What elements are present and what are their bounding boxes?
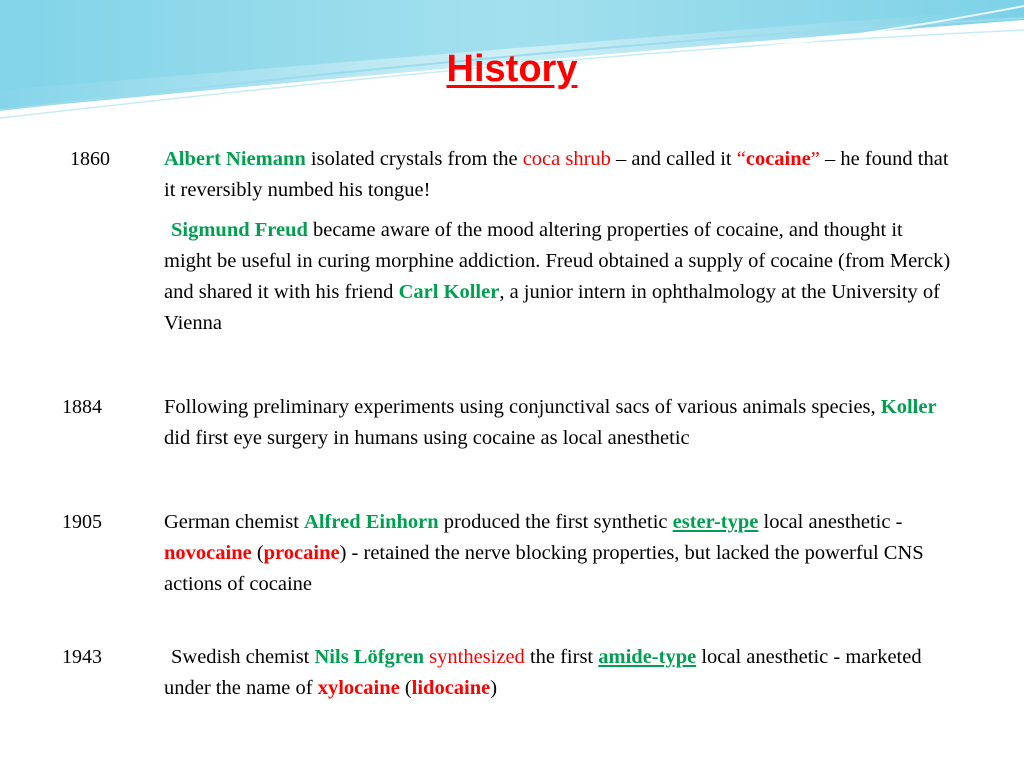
highlight-term: novocaine (164, 542, 252, 564)
year-1943: 1943 (62, 646, 102, 668)
text: ( (399, 677, 412, 699)
highlight-term: cocaine (745, 148, 811, 170)
entry-1905-paragraph (164, 507, 944, 600)
text: Following preliminary experiments using conjunctival sacs of various animals species, (164, 396, 881, 418)
text: Swedish chemist (171, 646, 315, 668)
text: isolated crystals from the (305, 148, 523, 170)
highlight-term: ester-type (672, 511, 759, 533)
highlight-term: procaine (263, 542, 340, 564)
slide-title: History (446, 48, 578, 90)
person-name: Carl Koller (398, 281, 500, 303)
highlight-term: xylocaine (317, 677, 400, 699)
text: ) (490, 677, 498, 699)
year-1884: 1884 (62, 396, 102, 418)
quote-mark: “ (736, 148, 746, 170)
year-1905: 1905 (62, 511, 102, 533)
text: produced the first synthetic (438, 511, 673, 533)
person-name: Sigmund Freud (171, 219, 308, 241)
quote-mark: ” (810, 148, 820, 170)
entry-1860-paragraph-1 (164, 144, 954, 206)
entry-1943-paragraph (164, 642, 954, 704)
text: became aware of the mood altering properties of cocaine, and thought it might be useful in curing morphine addiction. Freud obtained a supply of cocaine (from Merck) and shared it with his friend (164, 219, 951, 303)
year-1860: 1860 (70, 148, 110, 170)
text: – he found that it reversibly numbed his tongue! (164, 148, 949, 201)
text: ) - retained the nerve blocking properties, but lacked the powerful CNS actions of cocaine (164, 542, 924, 595)
person-name: Koller (880, 396, 937, 418)
highlight-term: coca shrub (522, 148, 611, 170)
person-name: Nils Löfgren (314, 646, 425, 668)
text: did first eye surgery in humans using cocaine as local anesthetic (164, 427, 690, 449)
person-name: Albert Niemann (164, 148, 306, 170)
entry-1884-paragraph (164, 392, 944, 454)
text: ( (251, 542, 264, 564)
text: , a junior intern in ophthalmology at the University of Vienna (164, 281, 940, 334)
highlight-term: synthesized (424, 646, 525, 668)
entry-1860-paragraph-2 (164, 215, 954, 339)
highlight-term: amide-type (598, 646, 697, 668)
highlight-term: lidocaine (411, 677, 491, 699)
text: the first (524, 646, 599, 668)
text: local anesthetic - (758, 511, 903, 533)
person-name: Alfred Einhorn (304, 511, 439, 533)
text: local anesthetic - marketed under the name of (164, 646, 922, 699)
text: – and called it (610, 148, 737, 170)
text: German chemist (164, 511, 305, 533)
